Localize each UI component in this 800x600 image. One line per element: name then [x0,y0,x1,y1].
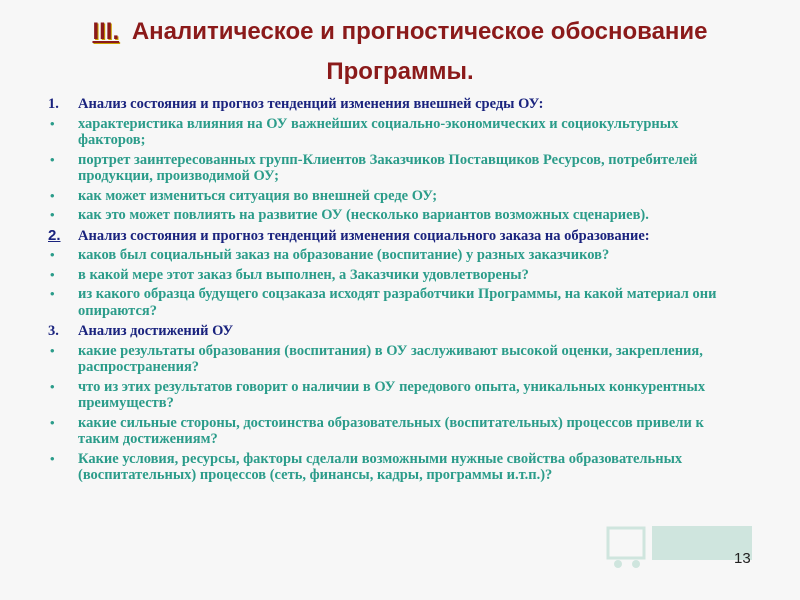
item-text: Анализ состояния и прогноз тенденций изменения внешней среды ОУ: [78,96,544,112]
bullet-marker: • [50,450,55,466]
bullet-item [48,152,748,185]
bullet-marker: • [50,342,55,358]
item-text: из какого образца будущего соцзаказа исходят разработчики Программы, на какой материал они опираются? [78,286,717,319]
numbered-item [48,323,748,340]
item-number: 1. [48,96,59,112]
item-text: портрет заинтересованных групп-Клиентов Заказчиков Поставщиков Ресурсов, потребителей продукции, производимой ОУ; [78,151,698,184]
bullet-item [48,415,748,448]
bullet-item [48,379,748,412]
item-number: 2. [48,226,61,244]
bullet-item [48,451,748,484]
bullet-marker: • [50,286,55,301]
item-text: характеристика влияния на ОУ важнейших социально-экономических и социокультурных факторов; [78,115,679,148]
bullet-item [48,343,748,376]
bullet-item [48,286,748,319]
item-text: в какой мере этот заказ был выполнен, а Заказчики удовлетворены? [78,266,529,283]
title-line-1: Аналитическое и прогностическое обоснование [131,18,708,45]
title-line-2: Программы. [326,58,474,85]
bullet-item [48,188,748,205]
numbered-item [48,228,748,245]
item-text: что из этих результатов говорит о наличии в ОУ передового опыта, уникальных конкурентных преимуществ? [78,378,706,411]
item-text: Какие условия, ресурсы, факторы сделали возможными нужные свойства образовательных (воспитательных) процессов (сеть, финансы, кадры, программы и.т.п.)? [78,450,683,483]
item-text: каков был социальный заказ на образование (воспитание) у разных заказчиков? [78,247,610,263]
bullet-marker: • [50,247,55,262]
bullet-marker: • [50,115,55,131]
item-text: какие сильные стороны, достоинства образовательных (воспитательных) процессов привели к таким достижениям? [78,414,704,447]
bullet-item [48,207,748,224]
section-numeral: III. [92,18,120,45]
bullet-item [48,116,748,149]
bullet-marker: • [50,414,55,430]
bullet-item [48,267,748,284]
bullet-marker: • [50,151,55,167]
item-text: как это может повлиять на развитие ОУ (несколько вариантов возможных сценариев). [78,207,649,223]
item-number: 3. [48,323,59,339]
item-text: как может измениться ситуация во внешней среде ОУ; [78,187,438,204]
bullet-marker: • [50,266,55,282]
item-text: какие результаты образования (воспитания) в ОУ заслуживают высокой оценки, закрепления, распространения? [78,342,703,375]
page-number: 13 [734,550,751,567]
bullet-item [48,247,748,264]
bullet-marker: • [50,378,55,394]
bullet-marker: • [50,187,55,203]
numbered-item [48,96,748,113]
bullet-marker: • [50,207,55,222]
item-text: Анализ состояния и прогноз тенденций изменения социального заказа на образование: [78,227,650,244]
watermark-logo-icon [604,520,754,570]
item-text: Анализ достижений ОУ [78,323,234,339]
slide-content [48,96,748,487]
slide-title [0,12,800,92]
